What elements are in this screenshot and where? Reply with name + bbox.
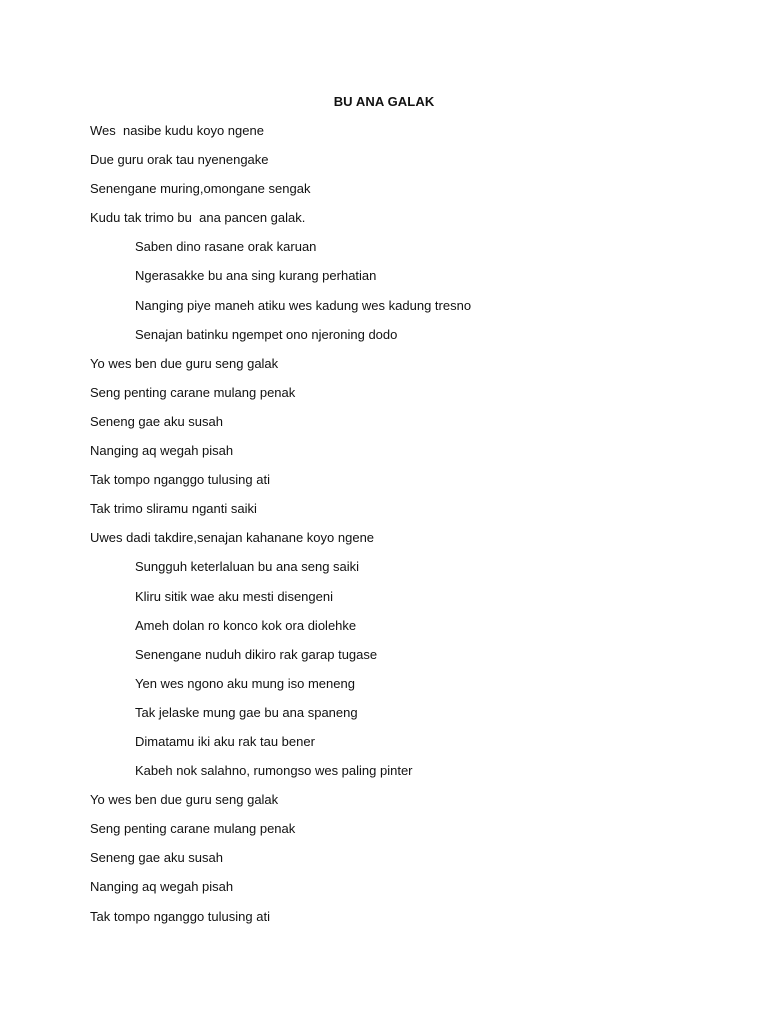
poem-line: Tak trimo sliramu nganti saiki — [90, 501, 257, 517]
poem-line: Tak jelaske mung gae bu ana spaneng — [135, 704, 358, 720]
poem-line: Seng penting carane mulang penak — [90, 821, 296, 837]
poem-line: Seneng gae aku susah — [90, 850, 223, 866]
poem-line: Senajan batinku ngempet ono njeroning dodo — [135, 326, 398, 342]
poem-line: Sungguh keterlaluan bu ana seng saiki — [135, 559, 360, 575]
poem-line: Due guru orak tau nyenengake — [90, 152, 269, 168]
poem-line: Nanging aq wegah pisah — [90, 443, 234, 459]
poem-line: Saben dino rasane orak karuan — [135, 239, 317, 255]
poem-line: Yo wes ben due guru seng galak — [90, 792, 279, 808]
poem-line: Wes nasibe kudu koyo ngene — [90, 123, 264, 138]
poem-line: Seneng gae aku susah — [90, 413, 223, 429]
poem-line: Tak tompo nganggo tulusing ati — [90, 472, 270, 488]
poem-line: Tak tompo nganggo tulusing ati — [90, 908, 270, 924]
poem-line: Kudu tak trimo bu ana pancen galak. — [90, 210, 306, 226]
poem-line: Yo wes ben due guru seng galak — [90, 355, 279, 371]
poem-line: Seng penting carane mulang penak — [90, 384, 296, 400]
poem-line: Nanging aq wegah pisah — [90, 879, 234, 895]
poem-line: Senengane muring,omongane sengak — [90, 181, 311, 197]
poem-line: Kabeh nok salahno, rumongso wes paling pinter — [135, 763, 413, 779]
poem-lines — [90, 123, 471, 938]
poem-line: Senengane nuduh dikiro rak garap tugase — [135, 646, 378, 662]
poem-line: Yen wes ngono aku mung iso meneng — [135, 675, 355, 691]
document-title: BU ANA GALAK — [333, 94, 435, 109]
poem-line: Dimatamu iki aku rak tau bener — [135, 733, 315, 749]
poem-line: Kliru sitik wae aku mesti disengeni — [135, 588, 333, 604]
poem-line: Ngerasakke bu ana sing kurang perhatian — [135, 268, 377, 284]
poem-line: Uwes dadi takdire,senajan kahanane koyo ngene — [90, 530, 375, 546]
poem-line: Ameh dolan ro konco kok ora diolehke — [135, 617, 357, 633]
poem-line: Nanging piye maneh atiku wes kadung wes kadung tresno — [135, 297, 472, 313]
